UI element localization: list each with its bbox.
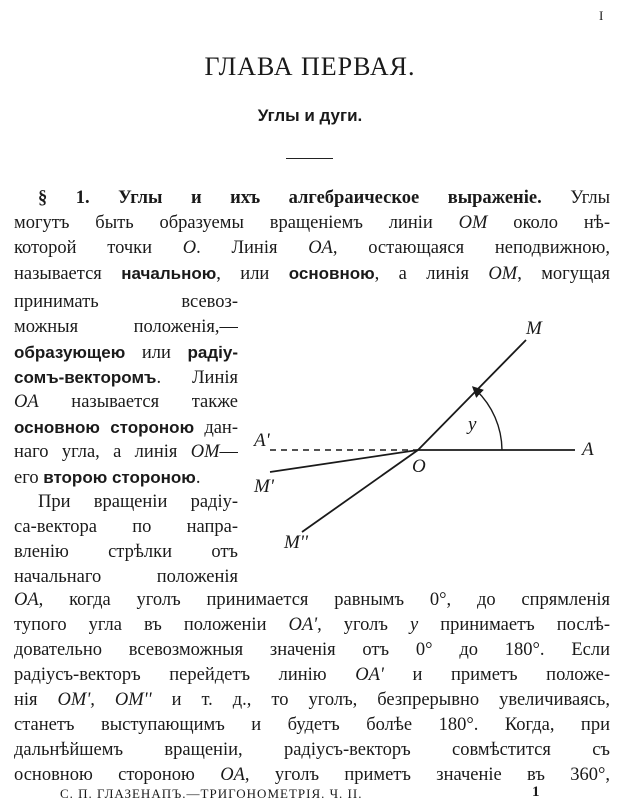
text-span: —	[219, 442, 238, 462]
math-symbol: OA	[220, 765, 245, 785]
angle-arc	[476, 390, 502, 450]
text-span: вленію стрѣлки отъ	[14, 542, 238, 562]
math-symbol: O	[182, 238, 197, 258]
text-span: , или	[216, 264, 289, 284]
text-span: дан-	[194, 418, 238, 438]
text-span: и приметъ положе-	[383, 665, 610, 685]
text-span: около нѣ-	[487, 213, 610, 233]
text-line	[14, 613, 610, 638]
text-span: . Линія	[156, 368, 238, 388]
text-span: , уголъ	[317, 615, 410, 635]
text-line	[14, 465, 238, 491]
term-bold: сомъ-векторомъ	[14, 368, 157, 387]
text-span: дальнѣйшемъ вращеніи, радіусъ-векторъ совмѣстится съ	[14, 740, 610, 760]
text-line	[14, 638, 610, 663]
text-line	[14, 211, 610, 236]
text-span: довательно всевозможныя значенія отъ 0° до 180°. Если	[14, 640, 610, 660]
text-span: основною стороною	[14, 765, 221, 785]
math-symbol: OA'	[288, 615, 318, 635]
label-M-prime: M'	[254, 476, 274, 497]
text-line	[14, 236, 610, 261]
text-span: Углы	[570, 188, 610, 208]
text-line	[14, 688, 610, 713]
label-y: y	[468, 414, 477, 435]
math-symbol: OM	[190, 442, 220, 462]
text-line	[14, 663, 610, 688]
term-bold: основною	[288, 264, 375, 283]
text-span: , остающаяся неподвижною,	[332, 238, 610, 258]
text-span: можныя положенія,—	[14, 317, 238, 337]
text-line	[14, 540, 238, 565]
section-heading: § 1. Углы и ихъ алгебраическое выраженіе.	[38, 188, 542, 208]
text-span: , могущая	[517, 264, 610, 284]
text-span: .	[195, 468, 201, 488]
text-span: начальнаго положенія	[14, 567, 238, 587]
text-span: принимаетъ послѣ-	[418, 615, 610, 635]
text-line	[14, 565, 238, 590]
title-rule	[286, 158, 333, 159]
text-line	[14, 290, 238, 315]
text-span: называется также	[38, 392, 238, 412]
math-symbol: y	[409, 615, 419, 635]
text-span: которой точки	[14, 238, 183, 258]
label-M: M	[526, 318, 542, 339]
math-symbol: OA	[308, 238, 333, 258]
text-line	[14, 261, 610, 287]
radius-vector-OM-double-prime	[302, 450, 418, 532]
label-O: O	[412, 456, 426, 477]
text-line	[14, 440, 238, 465]
text-span: его	[14, 468, 44, 488]
running-footer: С. П. ГЛАЗЕНАПЪ.—ТРИГОНОМЕТРІЯ. Ч. II.	[60, 786, 363, 801]
page-number: 1	[532, 784, 540, 800]
chapter-title: ГЛАВА ПЕРВАЯ.	[204, 52, 416, 81]
text-span: При вращеніи радіу-	[38, 492, 238, 512]
text-line	[14, 315, 238, 340]
text-span: . Линія	[196, 238, 309, 258]
math-symbol: OA	[14, 392, 39, 412]
text-span: нія	[14, 690, 58, 710]
text-line	[14, 713, 610, 738]
text-span: , уголъ приметъ значеніе въ 360°,	[244, 765, 610, 785]
text-span: принимать всевоз-	[14, 292, 238, 312]
math-symbol: OA	[14, 590, 39, 610]
math-symbol: OM', OM''	[57, 690, 152, 710]
text-line	[14, 588, 610, 613]
text-span: называется	[14, 264, 122, 284]
text-line	[14, 390, 238, 415]
text-line	[14, 186, 610, 211]
term-bold: начальною	[121, 264, 217, 283]
label-A-prime: A'	[254, 430, 270, 451]
text-span: и т. д., то уголъ, безпрерывно увеличиваясь,	[151, 690, 610, 710]
corner-mark: I	[599, 8, 604, 23]
text-line	[14, 738, 610, 763]
math-symbol: OM	[488, 264, 518, 284]
term-bold: второю стороною	[43, 468, 196, 487]
text-span: са-вектора по напра-	[14, 517, 238, 537]
text-span: радіусъ-векторъ перейдетъ линію	[14, 665, 356, 685]
text-span: тупого угла въ положеніи	[14, 615, 289, 635]
text-line	[14, 340, 238, 366]
text-line	[14, 490, 238, 515]
term-bold: образующею	[14, 343, 126, 362]
label-A: A	[582, 439, 594, 460]
math-symbol: OA'	[355, 665, 384, 685]
label-M-double-prime: M''	[284, 532, 308, 553]
text-line	[14, 365, 238, 391]
text-span: станетъ выступающимъ и будетъ болѣе 180°. Когда, при	[14, 715, 610, 735]
section-subtitle: Углы и дуги.	[257, 106, 363, 125]
text-span: наго угла, а линія	[14, 442, 191, 462]
radius-vector-OM-prime	[270, 450, 418, 472]
text-line	[14, 415, 238, 441]
term-bold: основною стороною	[14, 418, 195, 437]
term-bold: радіу-	[187, 343, 238, 362]
math-symbol: OM	[458, 213, 488, 233]
angle-diagram	[240, 300, 610, 560]
text-span: , когда уголъ принимается равнымъ 0°, до спрямленія	[38, 590, 610, 610]
text-span: могутъ быть образуемы вращеніемъ линіи	[14, 213, 459, 233]
text-span: или	[125, 343, 188, 363]
text-line	[14, 515, 238, 540]
text-line	[14, 763, 610, 788]
text-span: , а линія	[374, 264, 489, 284]
